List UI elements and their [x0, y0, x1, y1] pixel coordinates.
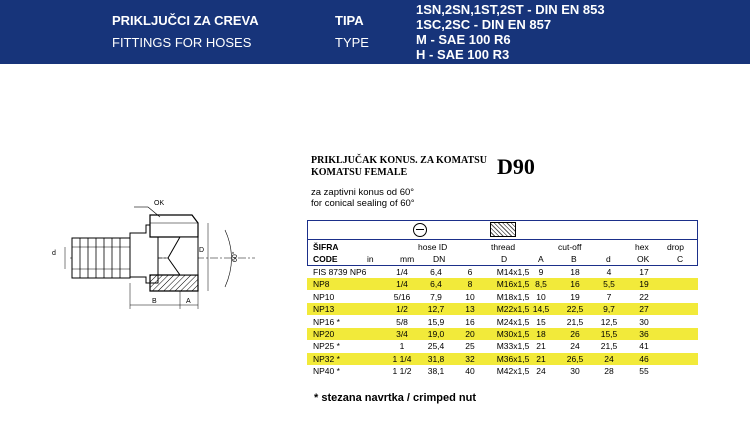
label-A: A — [186, 298, 191, 305]
cell-d: 12,5 — [600, 316, 618, 327]
cell-B: 26,5 — [566, 353, 584, 364]
hdr-A: A — [538, 254, 544, 264]
table-row — [307, 316, 698, 328]
cell-dn: 20 — [465, 329, 475, 339]
cell-mm: 15,9 — [427, 316, 445, 327]
note-sr: za zaptivni konus od 60° — [311, 187, 415, 198]
cell-thread: M16x1,5 — [496, 279, 530, 290]
cell-code: NP32 * — [313, 353, 340, 364]
cell-mm: 25,4 — [427, 341, 445, 352]
cell-A: 24 — [536, 366, 546, 377]
cell-B: 24 — [570, 341, 580, 352]
cell-d: 24 — [604, 353, 614, 364]
footnote: * stezana navrtka / crimped nut — [314, 392, 476, 404]
label-d: d — [52, 250, 56, 257]
table-row — [307, 291, 698, 303]
cell-thread: M24x1,5 — [496, 316, 530, 327]
cell-A: 9 — [538, 267, 544, 277]
label-ok: OK — [154, 200, 165, 207]
table-row — [307, 340, 698, 352]
cell-B: 22,5 — [566, 304, 584, 315]
hdr-mm: mm — [400, 254, 415, 264]
cell-dn: 13 — [465, 304, 475, 315]
cell-mm: 7,9 — [430, 291, 442, 302]
cell-A: 15 — [536, 316, 546, 327]
hdr-C: C — [677, 254, 684, 264]
cell-d: 21,5 — [600, 341, 618, 352]
table-row — [307, 303, 698, 315]
cell-code: NP40 * — [313, 366, 340, 377]
cell-d: 7 — [606, 291, 612, 302]
hdr-ok: OK — [637, 254, 650, 264]
cell-B: 19 — [570, 291, 580, 302]
cell-in: 1/2 — [396, 304, 408, 315]
product-name-sr: PRIKLJUČAK KONUS. ZA KOMATSU — [311, 155, 487, 166]
cell-d: 15,5 — [600, 329, 618, 339]
cell-B: 21,5 — [566, 316, 584, 327]
cell-A: 21 — [536, 353, 546, 364]
cell-dn: 40 — [465, 366, 475, 377]
cell-in: 1 1/4 — [392, 353, 412, 364]
cell-d: 4 — [606, 267, 612, 277]
hdr-d: d — [606, 254, 611, 264]
cell-code: NP8 — [313, 279, 330, 290]
label-B: B — [152, 298, 157, 305]
hdr-cutoff: cut-off — [558, 242, 582, 252]
cell-dn: 32 — [465, 353, 475, 364]
cell-thread: M33x1,5 — [496, 341, 530, 352]
cell-dn: 10 — [465, 291, 475, 302]
hdr-sifra: ŠIFRA — [313, 242, 339, 252]
cell-ok: 30 — [639, 316, 649, 327]
header-banner — [0, 0, 750, 64]
cell-in: 3/4 — [396, 329, 408, 339]
cell-code: NP25 * — [313, 341, 340, 352]
hdr-hex: hex — [635, 242, 649, 252]
cell-mm: 19,0 — [427, 329, 445, 339]
cell-in: 1/4 — [396, 279, 408, 290]
cell-A: 8,5 — [535, 279, 547, 290]
hdr-code: CODE — [313, 254, 338, 264]
cell-mm: 6,4 — [430, 279, 442, 290]
cell-thread: M14x1,5 — [496, 267, 530, 277]
cell-mm: 6,4 — [430, 267, 442, 277]
type-label: TYPE — [335, 35, 369, 50]
cell-code: NP20 — [313, 329, 335, 339]
cell-thread: M18x1,5 — [496, 291, 530, 302]
cell-ok: 36 — [639, 329, 649, 339]
cell-ok: 27 — [639, 304, 649, 315]
cell-d: 28 — [604, 366, 614, 377]
hdr-drop: drop — [667, 242, 685, 252]
table-row — [307, 365, 698, 377]
circle-section-icon — [413, 223, 427, 237]
table-row — [307, 353, 698, 365]
cell-code: NP10 — [313, 291, 335, 302]
cell-ok: 55 — [639, 366, 649, 377]
table-row — [307, 266, 698, 278]
title-en: FITTINGS FOR HOSES — [112, 35, 252, 50]
hdr-B: B — [571, 254, 577, 264]
cell-mm: 31,8 — [427, 353, 445, 364]
cell-code: NP13 — [313, 304, 335, 315]
hdr-hose-id: hose ID — [418, 242, 448, 252]
standard-2: 1SC,2SC - DIN EN 857 — [416, 17, 552, 32]
cell-thread: M30x1,5 — [496, 329, 530, 339]
product-name-en: KOMATSU FEMALE — [311, 167, 408, 178]
cell-A: 18 — [536, 329, 546, 339]
cell-dn: 16 — [465, 316, 475, 327]
cell-code: NP16 * — [313, 316, 340, 327]
standard-1: 1SN,2SN,1ST,2ST - DIN EN 853 — [416, 2, 605, 17]
cell-A: 10 — [536, 291, 546, 302]
cell-dn: 8 — [467, 279, 473, 290]
cell-ok: 17 — [639, 267, 649, 277]
cell-d: 5,5 — [603, 279, 615, 290]
hatched-section-icon — [490, 222, 516, 237]
cell-mm: 12,7 — [427, 304, 445, 315]
hdr-thread: thread — [491, 242, 516, 252]
product-code: D90 — [497, 154, 535, 179]
table-row — [307, 328, 698, 340]
title-sr: PRIKLJUČCI ZA CREVA — [112, 13, 259, 28]
label-D: D — [199, 247, 205, 254]
cell-ok: 41 — [639, 341, 649, 352]
cell-code: FIS 8739 NP6 — [313, 267, 367, 277]
cell-A: 21 — [536, 341, 546, 352]
table-row — [307, 278, 698, 290]
cell-dn: 6 — [467, 267, 473, 277]
cell-B: 16 — [570, 279, 580, 290]
cell-in: 1/4 — [396, 267, 408, 277]
hdr-dn: DN — [433, 254, 446, 264]
cell-thread: M36x1,5 — [496, 353, 530, 364]
cell-B: 18 — [570, 267, 580, 277]
cell-dn: 25 — [465, 341, 475, 352]
cell-ok: 22 — [639, 291, 649, 302]
cell-d: 9,7 — [603, 304, 615, 315]
note-en: for conical sealing of 60° — [311, 198, 415, 209]
standard-3: M - SAE 100 R6 — [416, 32, 511, 47]
fitting-drawing — [50, 195, 290, 325]
cell-ok: 19 — [639, 279, 649, 290]
cell-mm: 38,1 — [427, 366, 445, 377]
cell-B: 26 — [570, 329, 580, 339]
cell-A: 14,5 — [532, 304, 550, 315]
cell-B: 30 — [570, 366, 580, 377]
tipa-label: TIPA — [335, 13, 364, 28]
cell-ok: 46 — [639, 353, 649, 364]
cell-thread: M42x1,5 — [496, 366, 530, 377]
cell-thread: M22x1,5 — [496, 304, 530, 315]
cell-in: 1 — [399, 341, 405, 352]
hdr-in: in — [367, 254, 374, 264]
cell-in: 5/8 — [396, 316, 408, 327]
hdr-D: D — [501, 254, 508, 264]
cell-in: 5/16 — [393, 291, 411, 302]
label-angle: 60° — [232, 251, 239, 262]
cell-in: 1 1/2 — [392, 366, 412, 377]
standard-4: H - SAE 100 R3 — [416, 47, 510, 62]
